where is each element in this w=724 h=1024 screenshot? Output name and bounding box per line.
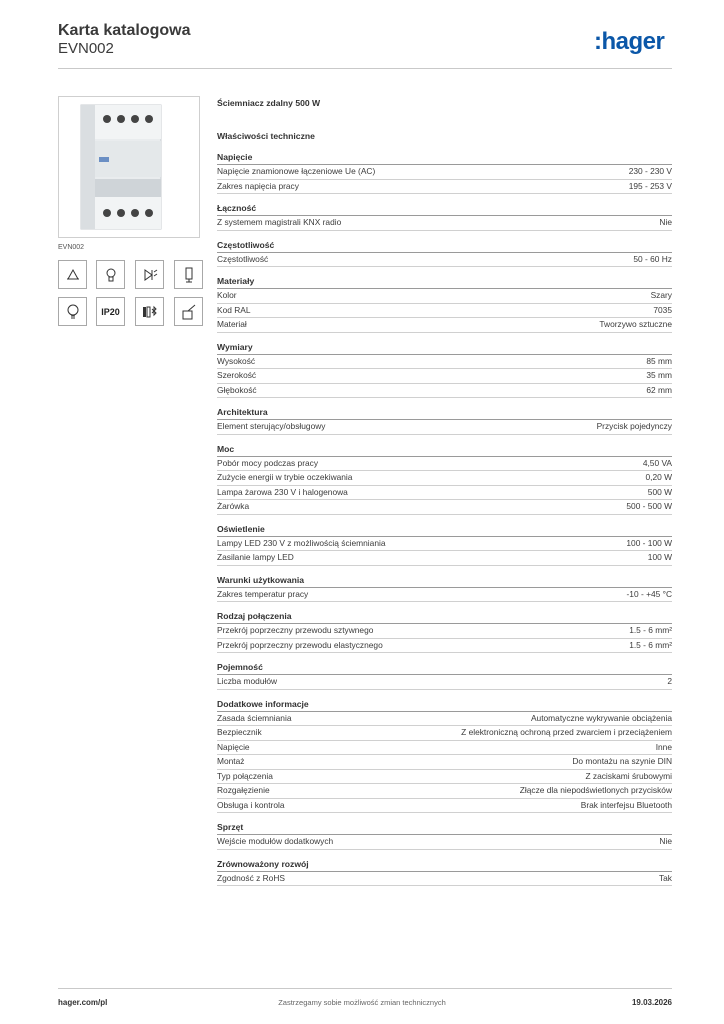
product-code-heading: EVN002 [58,40,114,57]
spec-label: Szerokość [217,370,257,380]
spec-label: Częstotliwość [217,253,269,264]
spec-label: Pobór mocy podczas pracy [217,457,319,468]
spec-row [217,384,672,399]
spec-label: Napięcie [217,741,250,752]
product-code-label: EVN002 [58,244,85,251]
spec-label: Rozgałęzienie [217,785,270,795]
spec-value: 85 mm [646,355,672,366]
spec-value: 62 mm [646,384,672,395]
spec-value: 195 - 253 V [628,180,672,191]
product-name: Ściemniacz zdalny 500 W [217,98,321,108]
hager-logo: :hager [594,28,665,55]
section-title: Architektura [217,405,672,420]
spec-label: Kod RAL [217,304,251,315]
spec-label: Z systemem magistrali KNX radio [217,217,342,227]
spec-value: 1.5 - 6 mm² [629,625,672,635]
spec-label: Zakres napięcia pracy [217,180,299,191]
ip20-badge: IP20 [96,297,125,326]
spec-section [217,609,672,653]
spec-value: Złącze dla niepodświetlonych przycisków [519,785,672,795]
section-title: Rodzaj połączenia [217,609,672,624]
section-title: Częstotliwość [217,238,672,253]
fuse-icon [174,260,203,289]
spec-row [217,369,672,384]
spec-value: Brak interfejsu Bluetooth [580,799,672,810]
spec-section [217,340,672,399]
spec-row [217,253,672,268]
section-title: Sprzęt [217,820,672,835]
spec-label: Lampa żarowa 230 V i halogenowa [217,486,348,497]
spec-section [217,660,672,690]
spec-value: 35 mm [646,370,672,380]
spec-section [217,150,672,194]
section-title: Zrównoważony rozwój [217,857,672,872]
spec-row [217,457,672,472]
spec-value: 4,50 VA [642,457,672,468]
spec-row [217,180,672,195]
header-divider [58,68,672,69]
spec-row [217,784,672,799]
spec-label: Przekrój poprzeczny przewodu elastycznego [217,639,383,650]
spec-section [217,697,672,814]
section-title: Warunki użytkowania [217,573,672,588]
spec-row [217,639,672,654]
spec-label: Napięcie znamionowe łączeniowe Ue (AC) [217,166,376,176]
spec-value: 230 - 230 V [628,166,672,176]
spec-section [217,274,672,333]
bulb-icon [58,297,87,326]
spec-value: 500 - 500 W [626,501,672,511]
footer-date: 19.03.2026 [631,998,672,1007]
spec-label: Głębokość [217,384,257,395]
section-title: Napięcie [217,150,672,165]
section-title: Oświetlenie [217,522,672,537]
spec-label: Zasada ściemniania [217,712,292,723]
spec-section [217,522,672,566]
spec-value: Z zaciskami śrubowymi [585,770,672,781]
spec-value: Automatyczne wykrywanie obciążenia [530,712,672,723]
spec-row [217,741,672,756]
spec-row [217,500,672,515]
properties-heading: Właściwości techniczne [217,131,315,141]
spec-label: Materiał [217,319,247,329]
spec-row [217,551,672,566]
spec-row [217,318,672,333]
spec-row [217,304,672,319]
bell-icon [58,260,87,289]
section-title: Dodatkowe informacje [217,697,672,712]
page-title: Karta katalogowa [58,22,191,39]
spec-label: Żarówka [217,501,250,511]
spec-label: Zgodność z RoHS [217,872,285,883]
section-title: Pojemność [217,660,672,675]
spec-value: Z elektroniczną ochroną przed zwarciem i przeciążeniem [461,727,672,737]
spec-label: Lampy LED 230 V z możliwością ściemniania [217,537,386,548]
spec-row [217,770,672,785]
spec-value: 500 W [647,486,672,497]
spec-row [217,537,672,552]
spec-label: Liczba modułów [217,676,278,686]
footer-website[interactable]: hager.com/pl [58,998,108,1007]
spec-label: Zakres temperatur pracy [217,588,309,599]
spec-section [217,573,672,603]
module-bluetooth-icon [135,297,164,326]
spec-section [217,820,672,850]
spec-value: Przycisk pojedynczy [596,421,672,431]
spec-label: Wejście modułów dodatkowych [217,836,334,846]
spec-value: Nie [659,836,672,846]
spec-label: Montaż [217,756,245,766]
spec-section [217,238,672,268]
spec-value: Nie [659,217,672,227]
spec-value: Szary [650,290,672,300]
spec-value: 2 [667,676,672,686]
spec-row [217,835,672,850]
footer-divider [58,988,672,989]
spec-row [217,165,672,180]
spec-value: -10 - +45 °C [626,588,672,599]
diode-icon [135,260,164,289]
spec-value: 0,20 W [645,472,672,482]
spec-row [217,216,672,231]
spec-label: Obsługa i kontrola [217,799,285,810]
spec-label: Bezpiecznik [217,727,262,737]
spec-row [217,588,672,603]
spec-section [217,442,672,515]
footer-disclaimer: Zastrzegamy sobie możliwość zmian technicznych [278,998,446,1007]
spec-value: 1.5 - 6 mm² [629,639,672,650]
din-mount-icon [174,297,203,326]
spec-section [217,201,672,231]
spec-row [217,420,672,435]
spec-row [217,486,672,501]
section-title: Łączność [217,201,672,216]
spec-label: Zużycie energii w trybie oczekiwania [217,472,353,482]
spec-row [217,471,672,486]
spec-section [217,857,672,887]
spec-table [217,96,672,886]
spec-row [217,799,672,814]
spec-value: Tak [658,872,672,883]
spec-section [217,405,672,435]
section-title: Moc [217,442,672,457]
hand-bulb-icon [96,260,125,289]
spec-row [217,675,672,690]
spec-row [217,624,672,639]
spec-value: 50 - 60 Hz [633,253,672,264]
spec-value: 100 W [647,552,672,562]
spec-label: Typ połączenia [217,770,273,781]
spec-value: 7035 [653,304,672,315]
spec-value: 100 - 100 W [626,537,672,548]
spec-row [217,755,672,770]
spec-label: Zasilanie lampy LED [217,552,294,562]
spec-label: Przekrój poprzeczny przewodu sztywnego [217,625,374,635]
spec-value: Inne [655,741,672,752]
spec-row [217,712,672,727]
spec-label: Kolor [217,290,237,300]
spec-value: Do montażu na szynie DIN [572,756,672,766]
spec-row [217,872,672,887]
spec-row [217,289,672,304]
section-title: Materiały [217,274,672,289]
spec-label: Element sterujący/obsługowy [217,421,326,431]
product-photo [58,96,200,238]
spec-label: Wysokość [217,355,256,366]
section-title: Wymiary [217,340,672,355]
spec-value: Tworzywo sztuczne [599,319,672,329]
spec-row [217,726,672,741]
spec-row [217,355,672,370]
spec-sections [217,150,672,886]
